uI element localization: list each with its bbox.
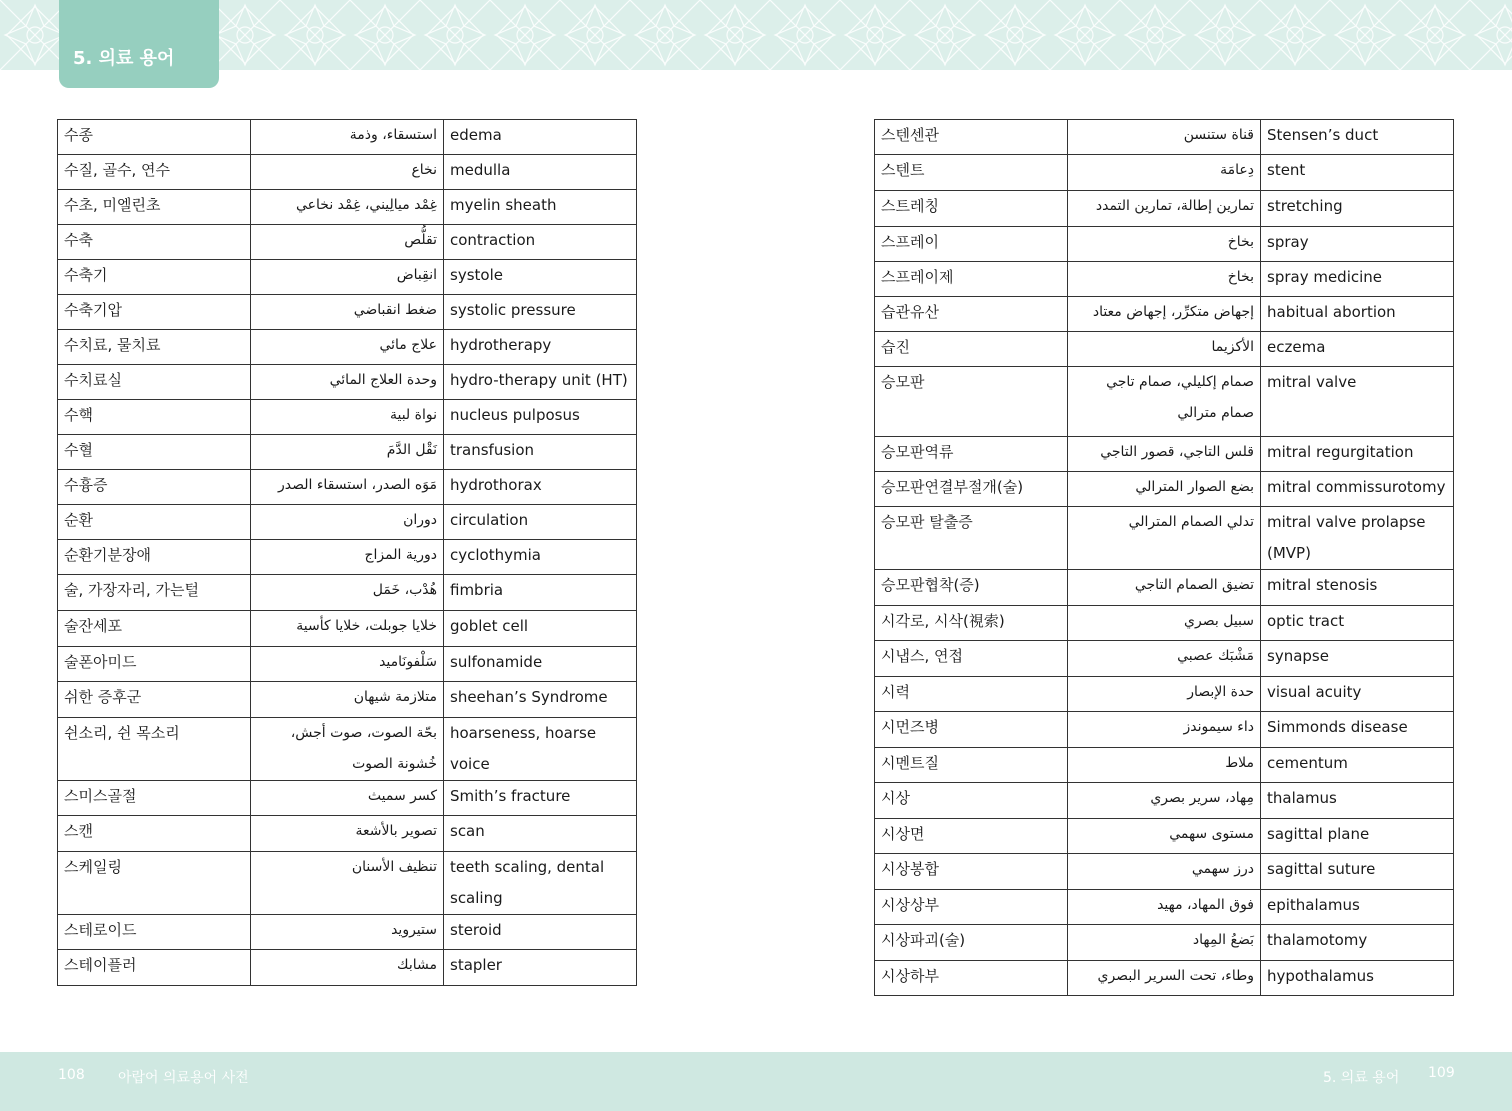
right-terms-table (874, 119, 1454, 996)
arabic-term: هُدْب، خَمَل (251, 575, 444, 611)
korean-term: 스프레이 (875, 227, 1068, 262)
english-term: Simmonds disease (1261, 712, 1454, 748)
korean-term: 승모판연결부절개(술) (875, 472, 1068, 507)
korean-term: 순환기분장애 (58, 540, 251, 575)
english-term: Stensen’s duct (1261, 120, 1454, 155)
arabic-term: نَقْل الدَّمَ (251, 435, 444, 470)
english-term: myelin sheath (444, 190, 637, 225)
english-term: mitral regurgitation (1261, 437, 1454, 472)
english-term: systolic pressure (444, 295, 637, 330)
korean-term: 시각로, 시삭(視索) (875, 606, 1068, 641)
table-row (58, 190, 637, 225)
korean-term: 스테이플러 (58, 950, 251, 986)
arabic-term: ملاط (1068, 748, 1261, 783)
korean-term: 시상하부 (875, 961, 1068, 996)
table-row (58, 155, 637, 190)
korean-term: 시상봉합 (875, 854, 1068, 890)
arabic-term: صمام إكليلي، صمام تاجي صمام مترالي (1068, 367, 1261, 437)
table-row (875, 677, 1454, 712)
english-term: hypothalamus (1261, 961, 1454, 996)
table-row (875, 641, 1454, 677)
english-term: contraction (444, 225, 637, 260)
arabic-term: الأكزيما (1068, 332, 1261, 367)
english-term: nucleus pulposus (444, 400, 637, 435)
korean-term: 순환 (58, 505, 251, 540)
english-term: thalamus (1261, 783, 1454, 819)
arabic-term: سبيل بصري (1068, 606, 1261, 641)
korean-term: 스텐트 (875, 155, 1068, 191)
table-row (58, 718, 637, 781)
table-row (875, 890, 1454, 925)
table-row (58, 120, 637, 155)
english-term: hydrotherapy (444, 330, 637, 365)
english-term: sheehan’s Syndrome (444, 682, 637, 718)
english-term: teeth scaling, dental scaling (444, 852, 637, 915)
arabic-term: دورية المزاج (251, 540, 444, 575)
english-term: sagittal plane (1261, 819, 1454, 854)
left-page-number: 108 (58, 1067, 85, 1083)
english-term: mitral stenosis (1261, 570, 1454, 606)
english-term: cementum (1261, 748, 1454, 783)
english-term: hydro-therapy unit (HT) (444, 365, 637, 400)
korean-term: 스테로이드 (58, 915, 251, 950)
korean-term: 스케일링 (58, 852, 251, 915)
arabic-term: كسر سميث (251, 781, 444, 816)
geometric-pattern (0, 0, 1512, 70)
table-row (58, 781, 637, 816)
korean-term: 수초, 미엘린초 (58, 190, 251, 225)
english-term: steroid (444, 915, 637, 950)
table-row (58, 915, 637, 950)
arabic-term: حدة الإبصار (1068, 677, 1261, 712)
korean-term: 스미스골절 (58, 781, 251, 816)
arabic-term: مِهاد، سرير بصري (1068, 783, 1261, 819)
english-term: Smith’s fracture (444, 781, 637, 816)
arabic-term: درز سهمي (1068, 854, 1261, 890)
table-row (875, 819, 1454, 854)
korean-term: 술폰아미드 (58, 647, 251, 682)
english-term: thalamotomy (1261, 925, 1454, 961)
english-term: hoarseness, hoarse voice (444, 718, 637, 781)
table-row (875, 155, 1454, 191)
korean-term: 승모판 탈출증 (875, 507, 1068, 570)
korean-term: 수질, 골수, 연수 (58, 155, 251, 190)
english-term: spray (1261, 227, 1454, 262)
table-row (875, 367, 1454, 437)
korean-term: 수축기 (58, 260, 251, 295)
english-term: sagittal suture (1261, 854, 1454, 890)
table-row (58, 682, 637, 718)
section-title: 5. 의료 용어 (1323, 1070, 1400, 1086)
arabic-term: مستوى سهمي (1068, 819, 1261, 854)
english-term: eczema (1261, 332, 1454, 367)
arabic-term: ضغط انقباضي (251, 295, 444, 330)
korean-term: 수종 (58, 120, 251, 155)
arabic-term: دِعامَة (1068, 155, 1261, 191)
english-term: epithalamus (1261, 890, 1454, 925)
korean-term: 시상상부 (875, 890, 1068, 925)
table-row (875, 227, 1454, 262)
korean-term: 승모판협착(증) (875, 570, 1068, 606)
arabic-term: غِمْد ميالِيني، غِمْد نخاعي (251, 190, 444, 225)
english-term: transfusion (444, 435, 637, 470)
table-row (58, 260, 637, 295)
arabic-term: تقلُّص (251, 225, 444, 260)
table-row (58, 575, 637, 611)
korean-term: 술, 가장자리, 가는털 (58, 575, 251, 611)
english-term: mitral commissurotomy (1261, 472, 1454, 507)
left-terms-table (57, 119, 637, 986)
korean-term: 수축 (58, 225, 251, 260)
table-row (58, 540, 637, 575)
table-row (875, 332, 1454, 367)
arabic-term: نخاع (251, 155, 444, 190)
table-row (875, 748, 1454, 783)
table-row (875, 120, 1454, 155)
english-term: mitral valve (1261, 367, 1454, 437)
korean-term: 수축기압 (58, 295, 251, 330)
korean-term: 시멘트질 (875, 748, 1068, 783)
arabic-term: بخاخ (1068, 227, 1261, 262)
english-term: spray medicine (1261, 262, 1454, 297)
table-row (58, 400, 637, 435)
english-term: cyclothymia (444, 540, 637, 575)
arabic-term: إجهاض متكرِّر، إجهاض معتاد (1068, 297, 1261, 332)
table-row (58, 470, 637, 505)
english-term: optic tract (1261, 606, 1454, 641)
english-term: fimbria (444, 575, 637, 611)
korean-term: 쉬한 증후군 (58, 682, 251, 718)
korean-term: 시상 (875, 783, 1068, 819)
english-term: scan (444, 816, 637, 852)
arabic-term: سَلْفونَاميد (251, 647, 444, 682)
table-row (875, 606, 1454, 641)
table-row (58, 330, 637, 365)
arabic-term: قلس التاجي، قصور التاجي (1068, 437, 1261, 472)
table-row (58, 647, 637, 682)
korean-term: 수치료실 (58, 365, 251, 400)
table-row (58, 365, 637, 400)
english-term: mitral valve prolapse (MVP) (1261, 507, 1454, 570)
arabic-term: تضيق الصمام التاجي (1068, 570, 1261, 606)
korean-term: 스프레이제 (875, 262, 1068, 297)
table-row (875, 712, 1454, 748)
korean-term: 스캔 (58, 816, 251, 852)
korean-term: 수핵 (58, 400, 251, 435)
english-term: hydrothorax (444, 470, 637, 505)
korean-term: 스텐센관 (875, 120, 1068, 155)
korean-term: 스트레칭 (875, 191, 1068, 227)
table-row (58, 950, 637, 986)
english-term: stretching (1261, 191, 1454, 227)
english-term: synapse (1261, 641, 1454, 677)
table-row (875, 961, 1454, 996)
english-term: systole (444, 260, 637, 295)
table-row (875, 783, 1454, 819)
arabic-term: وطاء، تحت السرير البصري (1068, 961, 1261, 996)
english-term: stapler (444, 950, 637, 986)
arabic-term: استسقاء، وذمة (251, 120, 444, 155)
korean-term: 습진 (875, 332, 1068, 367)
english-term: medulla (444, 155, 637, 190)
arabic-term: دوران (251, 505, 444, 540)
english-term: edema (444, 120, 637, 155)
english-term: habitual abortion (1261, 297, 1454, 332)
table-row (58, 611, 637, 647)
arabic-term: بحّة الصوت، صوت أجش، خُشونة الصوت (251, 718, 444, 781)
table-row (58, 852, 637, 915)
korean-term: 승모판역류 (875, 437, 1068, 472)
arabic-term: بخاخ (1068, 262, 1261, 297)
arabic-term: تصوير بالأشعة (251, 816, 444, 852)
table-row (875, 854, 1454, 890)
table-row (58, 505, 637, 540)
table-row (875, 297, 1454, 332)
arabic-term: فوق المهاد، مهيد (1068, 890, 1261, 925)
arabic-term: متلازمة شيهان (251, 682, 444, 718)
table-row (875, 570, 1454, 606)
arabic-term: بضع الصوار المترالي (1068, 472, 1261, 507)
chapter-tab-label: 5. 의료 용어 (73, 48, 175, 69)
table-row (58, 816, 637, 852)
korean-term: 시냅스, 연접 (875, 641, 1068, 677)
arabic-term: تمارين إطالة، تمارين التمدد (1068, 191, 1261, 227)
english-term: visual acuity (1261, 677, 1454, 712)
arabic-term: خلايا جوبلت، خلايا كأسية (251, 611, 444, 647)
english-term: circulation (444, 505, 637, 540)
arabic-term: مشابك (251, 950, 444, 986)
chapter-tab (59, 0, 219, 88)
table-row (58, 295, 637, 330)
arabic-term: مَشْبَك عصبي (1068, 641, 1261, 677)
arabic-term: نواة لبية (251, 400, 444, 435)
table-row (58, 225, 637, 260)
korean-term: 술잔세포 (58, 611, 251, 647)
korean-term: 쉰소리, 쉰 목소리 (58, 718, 251, 781)
korean-term: 시력 (875, 677, 1068, 712)
arabic-term: علاج مائي (251, 330, 444, 365)
table-row (875, 507, 1454, 570)
table-row (875, 472, 1454, 507)
table-row (875, 925, 1454, 961)
arabic-term: بَضعُ المِهاد (1068, 925, 1261, 961)
korean-term: 시먼즈병 (875, 712, 1068, 748)
korean-term: 수흉증 (58, 470, 251, 505)
table-row (875, 191, 1454, 227)
korean-term: 시상면 (875, 819, 1068, 854)
book-title: 아랍어 의료용어 사전 (118, 1070, 249, 1086)
arabic-term: قناة ستنسن (1068, 120, 1261, 155)
english-term: stent (1261, 155, 1454, 191)
arabic-term: وحدة العلاج المائي (251, 365, 444, 400)
arabic-term: داء سيموندز (1068, 712, 1261, 748)
table-row (875, 262, 1454, 297)
english-term: sulfonamide (444, 647, 637, 682)
korean-term: 승모판 (875, 367, 1068, 437)
arabic-term: ستيرويد (251, 915, 444, 950)
arabic-term: تدلي الصمام المترالي (1068, 507, 1261, 570)
header-pattern-band (0, 0, 1512, 70)
table-row (58, 435, 637, 470)
english-term: goblet cell (444, 611, 637, 647)
arabic-term: انقِباض (251, 260, 444, 295)
right-page-number: 109 (1428, 1065, 1455, 1081)
korean-term: 수치료, 물치료 (58, 330, 251, 365)
korean-term: 습관유산 (875, 297, 1068, 332)
korean-term: 수혈 (58, 435, 251, 470)
korean-term: 시상파괴(술) (875, 925, 1068, 961)
arabic-term: تنظيف الأسنان (251, 852, 444, 915)
table-row (875, 437, 1454, 472)
footer-band (0, 1052, 1512, 1111)
arabic-term: مَوَه الصدر، استسقاء الصدر (251, 470, 444, 505)
